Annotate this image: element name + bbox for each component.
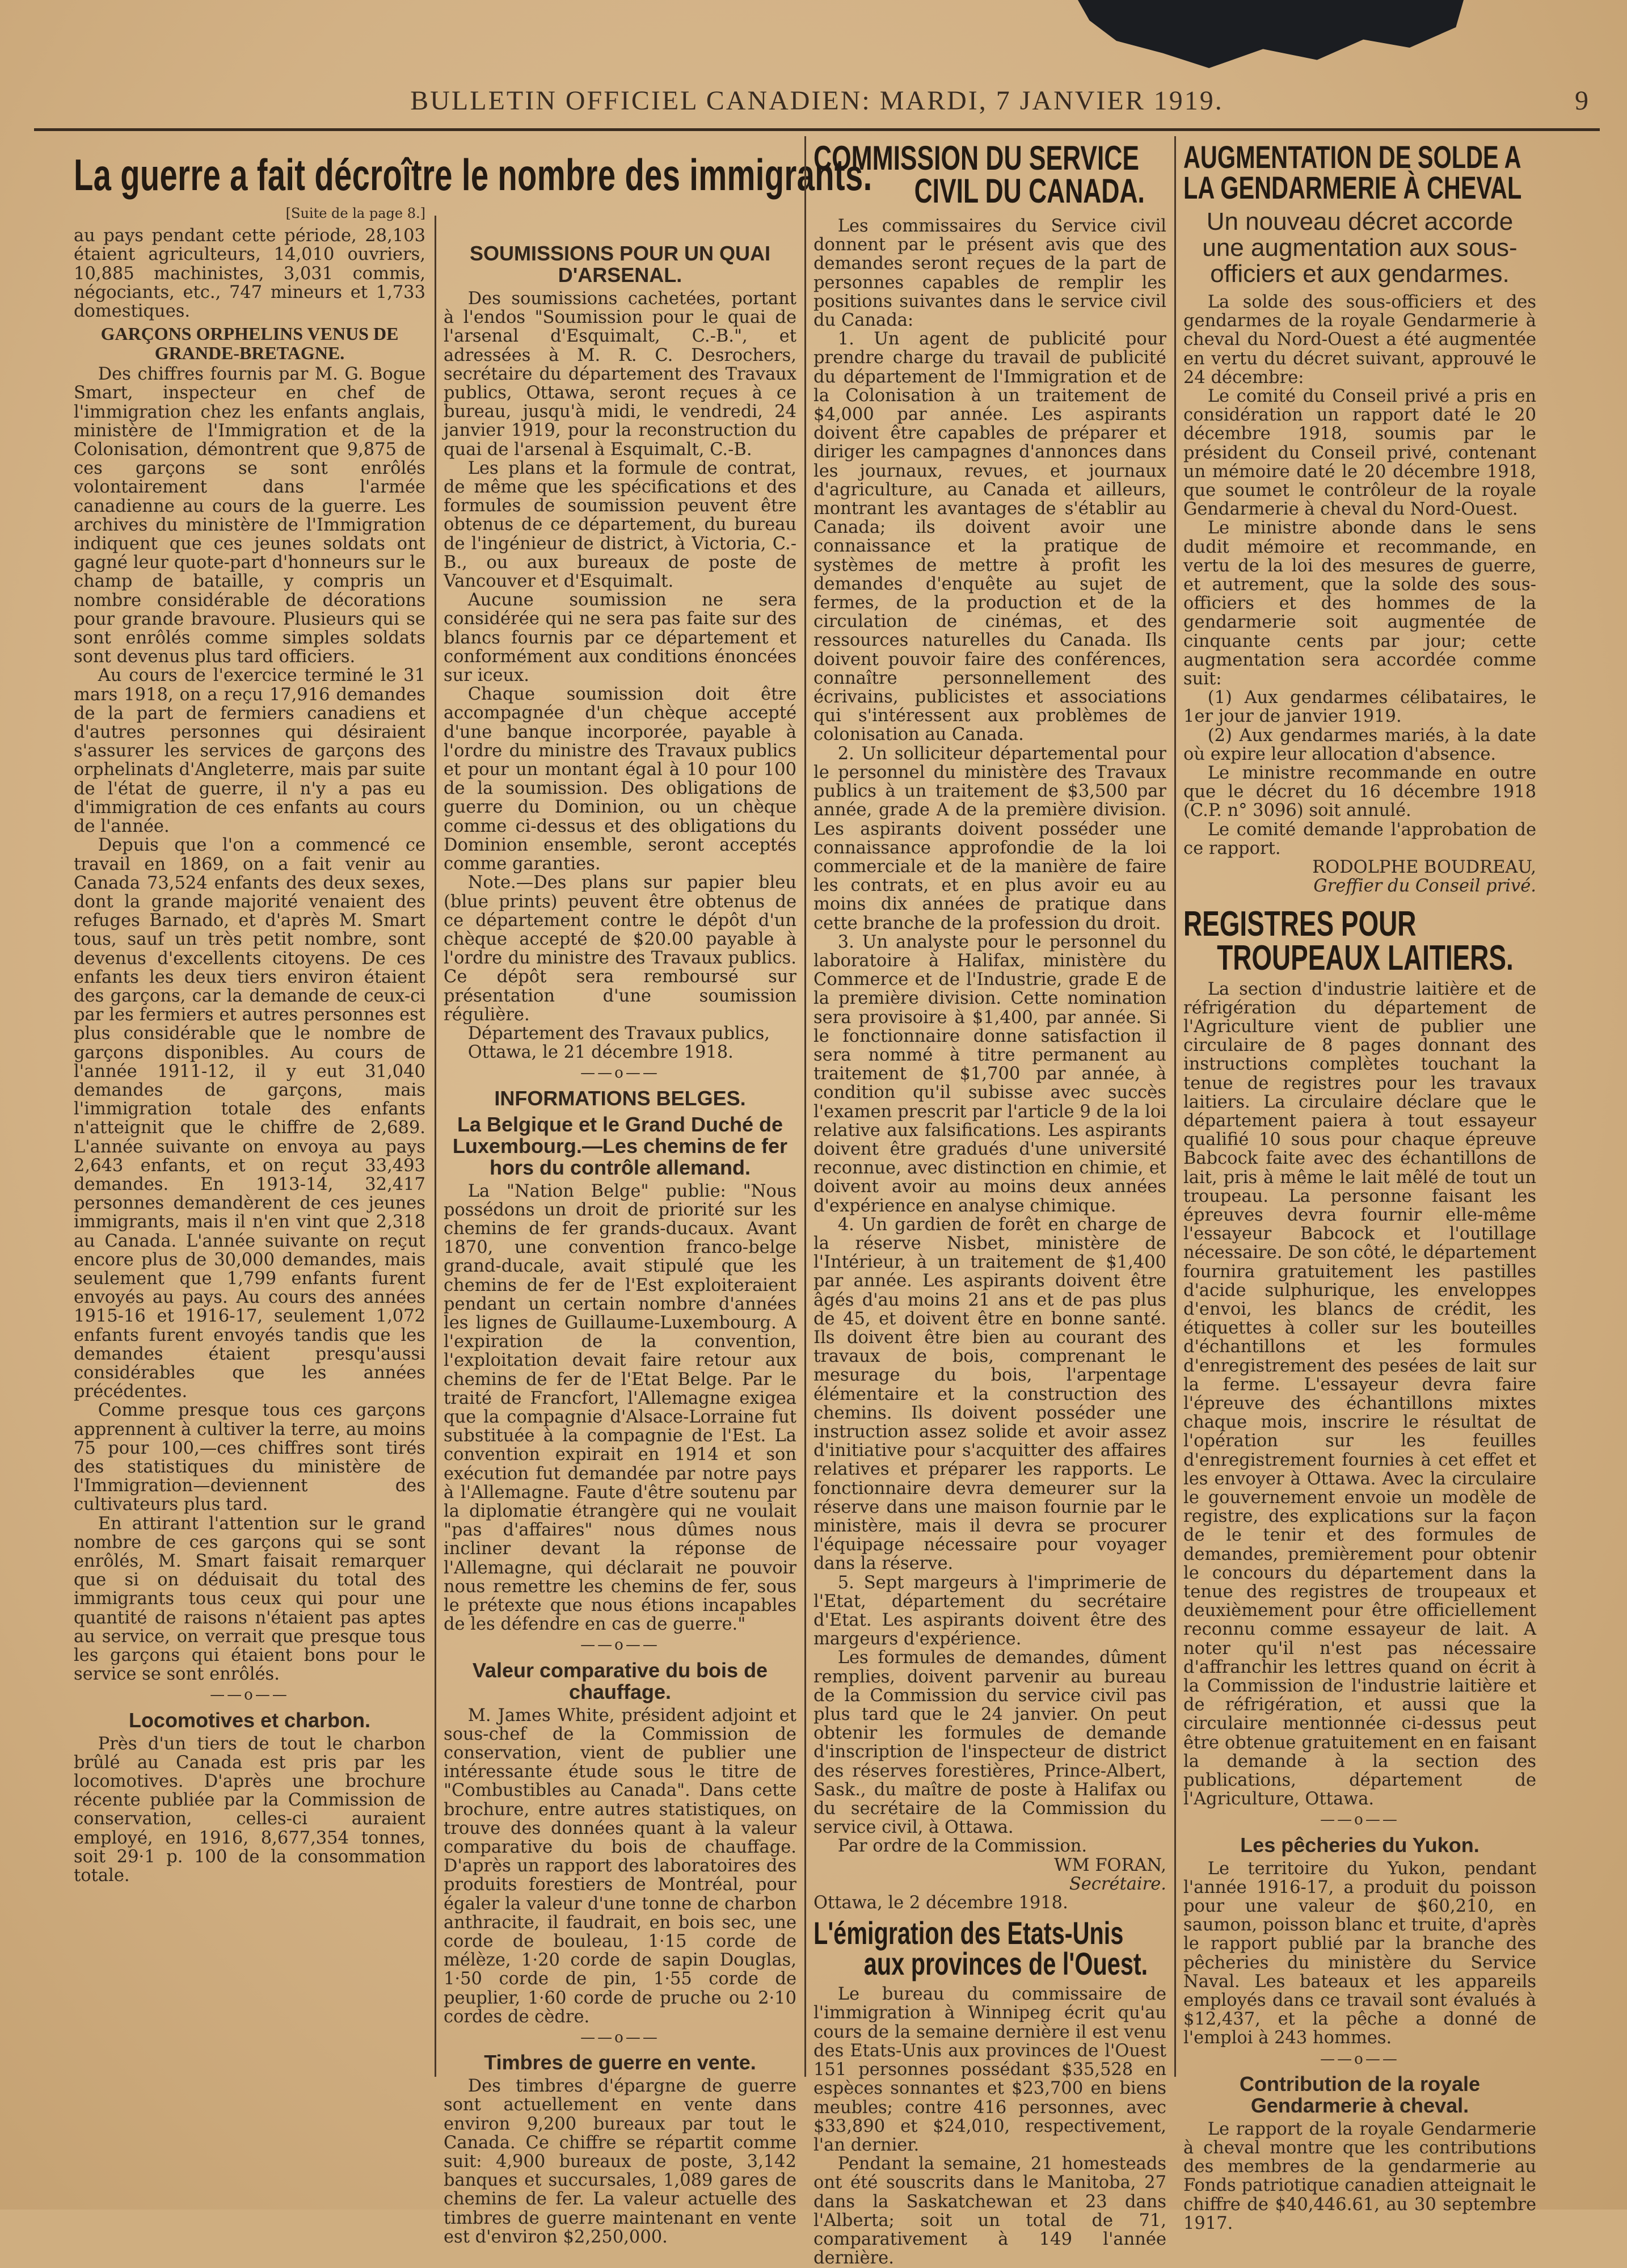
ornament: ——o——	[580, 1636, 660, 1654]
column-1	[74, 204, 425, 2071]
solde-p1: La solde des sous-officiers et des gendarmes de la royale Gendarmerie à cheval du Nord-Ouest a été augmentée en vertu du décret suivant, approuvé le 24 décembre:	[1183, 292, 1536, 388]
quai-signature-2: Ottawa, le 21 décembre 1918.	[467, 1042, 734, 1063]
column-2	[444, 238, 796, 2247]
solde-headline-line2: LA GENDARMERIE À CHEVAL	[1183, 170, 1522, 205]
orphans-subhead: GARÇONS ORPHELINS VENUS DE GRANDE-BRETAGNE.	[100, 323, 399, 364]
solde-signature-1: RODOLPHE BOUDREAU,	[1312, 857, 1536, 878]
belges-subhead: La Belgique et le Grand Duché de Luxembourg.—Les chemins de fer hors du contrôle allemand.	[452, 1112, 788, 1179]
quai-p5: Note.—Des plans sur papier bleu (blue prints) peuvent être obtenus de ce département contre le dépôt d'un chèque accepté de $20.00 payable à l'ordre du ministre des Travaux publics. Ce dépôt sera remboursé sur présentation d'une soumission régulière.	[444, 873, 796, 1025]
registres-p1: La section d'industrie laitière et de réfrigération du département de l'Agriculture vient de publier une circulaire de 8 pages donnant des instructions complètes touchant la tenue de registres pour les travaux laitiers. La circulaire déclare que le département paiera à tout essayeur qualifié 10 sous pour chaque épreuve Babcock faite avec des échantillons de lait, pris à même le lait mêlé de tout un troupeau. La personne faisant les épreuves devra fournir elle-même l'essayeur Babcock et l'outillage nécessaire. De son côté, le département fournira gratuitement les pastilles d'acide sulphurique, les enveloppes d'envoi, les blancs de crédit, les étiquettes à coller sur les bouteilles d'échantillons et les formules d'enregistrement des pesées de lait sur la ferme. L'essayeur devra faire l'épreuve des échantillons mixtes chaque mois, inscrire le résultat de l'opération sur les feuilles d'enregistrement fournies à cet effet et les envoyer à Ottawa. Avec la circulaire le gouvernement envoie un modèle de registre, des explications sur la façon de le tenir et des formules de demandes, premièrement pour obtenir le concours du département dans la tenue des registres de troupeaux et deuxièmement pour être officiellement reconnu comme essayeur de lait. A noter qu'il n'est pas nécessaire d'affranchir les lettres quand on écrit à la Commission de l'industrie laitière et de réfrigération, et aussi que la circulaire mentionnée ci-dessus peut être obtenue gratuitement en en faisant la demande à la section des publications, département de l'Agriculture, Ottawa.	[1183, 979, 1536, 1810]
commission-headline-line2: CIVIL DU CANADA.	[914, 172, 1145, 210]
headline-immigrants: La guerre a fait décroître le nombre des immigrants.	[74, 150, 872, 200]
emigration-headline-line1: L'émigration des Etats-Unis	[814, 1915, 1124, 1951]
yukon-p1: Le territoire du Yukon, pendant l'année 1916-17, a produit du poisson pour une valeur de $60,210, en saumon, poisson blanc et truite, d'après le rapport publié par la branche des pêcheries du ministère du Service Naval. Les bateaux et les appareils employés dans ce travail sont évalués à $12,437, et la pêche a donné de l'emploi à 243 hommes.	[1183, 1858, 1536, 2048]
column-4	[1183, 139, 1536, 2233]
solde-headline-line1: AUGMENTATION DE SOLDE A	[1183, 139, 1521, 175]
ornament: ——o——	[580, 1064, 660, 1082]
commission-p4: 3. Un analyste pour le personnel du laboratoire à Halifax, ministère du Commerce et de l'Industrie, grade E de la première division. Cette nomination sera provisoire à $1,400, par année. Si le fonctionnaire donne satisfaction il sera nommé à titre permanent au traitement de $1,700 par année, à condition qu'il subisse avec succès l'examen prescrit par l'article 9 de la loi relative aux falsifications. Les aspirants doivent être gradués d'une université reconnue, avec distinction en chimie, et doivent avoir au moins deux années d'expérience en analyse chimique.	[814, 932, 1166, 1216]
ornament: ——o——	[1320, 1811, 1400, 1829]
registres-headline	[1183, 904, 1514, 978]
emigration-p2: Pendant la semaine, 21 homesteads ont été souscrits dans le Manitoba, 27 dans la Saskatchewan et 23 dans l'Alberta; soit un total de 71, comparativement à 149 l'année dernière.	[814, 2154, 1166, 2268]
emigration-headline-line2: aux provinces de l'Ouest.	[863, 1946, 1148, 1982]
contribution-headline: Contribution de la royale Gendarmerie à cheval.	[1239, 2072, 1481, 2117]
ornament: ——o——	[1320, 2050, 1400, 2068]
commission-p2: 1. Un agent de publicité pour prendre charge du travail de publicité du département de l'Immigration et de la Colonisation à un traitement de $4,000 par année. Les aspirants doivent être capables de préparer et diriger les campagnes d'annonces dans les journaux, revues, et journaux d'agriculture, au Canada et ailleurs, montrant les avantages de s'établir au Canada; ils doivent avoir une connaissance et la pratique de systèmes de mettre à profit les demandes d'enquête au sujet de fermes, de la production et de la circulation de cinémas, et des ressources naturelles du Canada. Ils doivent pouvoir faire des conférences, connaître personnellement des écrivains, publicistes et associations qui s'intéressent aux problèmes de colonisation au Canada.	[814, 329, 1166, 745]
commission-p3: 2. Un solliciteur départemental pour le personnel du ministère des Travaux publics à un traitement de $3,500 par année, grade A de la première division. Les aspirants doivent posséder une connaissance approfondie de la loi commerciale et de la manière de faire les contrats, et en plus avoir eu au moins dix années de pratique dans cette branche de la profession du droit.	[814, 743, 1166, 933]
immigrants-p3: Au cours de l'exercice terminé le 31 mars 1918, on a reçu 17,916 demandes de la part de fermiers canadiens et d'autres personnes qui désiraient s'assurer les services de garçons des orphelinats d'Angleterre, mais par suite de l'état de guerre, il n'y a pas eu d'immigration de ces enfants au cours de l'année.	[74, 666, 425, 837]
header-rule	[34, 128, 1600, 131]
commission-signature-2: WM FORAN,	[1054, 1855, 1166, 1875]
commission-p5: 4. Un gardien de forêt en charge de la réserve Nisbet, ministère de l'Intérieur, à un traitement de $1,400 par année. Les aspirants doivent être âgés d'au moins 21 ans et de pas plus de 45, et doivent être en bonne santé. Ils doivent être bien au courant des travaux de bois, comprenant le mesurage du bois, l'arpentage élémentaire et la construction des chemins. Ils doivent posséder une instruction assez solide et avoir assez d'initiative pour s'acquitter des affaires relatives et préparer les rapports. Le fonctionnaire devra demeurer sur la réserve dans une maison fournie par le ministère, mais il devra se procurer l'équipage nécessaire pour voyager dans la réserve.	[814, 1214, 1166, 1574]
commission-p6: 5. Sept margeurs à l'imprimerie de l'Etat, département du secrétaire d'Etat. Les aspirants doivent être des margeurs d'expérience.	[814, 1572, 1166, 1650]
solde-p7: Le comité demande l'approbation de ce rapport.	[1183, 819, 1536, 859]
ornament: ——o——	[210, 1686, 289, 1704]
emigration-p1: Le bureau du commissaire de l'immigration à Winnipeg écrit qu'au cours de la semaine dernière il est venu des Etats-Unis aux provinces de l'Ouest 151 personnes possédant $35,528 en espèces sonnantes et $23,700 en biens meubles; contre 416 personnes, avec $33,890 et $24,010, respectivement, l'an dernier.	[814, 1984, 1166, 2155]
timbres-headline: Timbres de guerre en vente.	[484, 2051, 756, 2075]
commission-signature-3: Secrétaire.	[1069, 1874, 1166, 1894]
registres-headline-line2: TROUPEAUX LAITIERS.	[1217, 938, 1514, 978]
commission-p1: Les commissaires du Service civil donnent par le présent avis que des demandes seront reçues de la part de personnes capables de remplir les positions suivantes dans le service civil du Canada:	[814, 216, 1166, 331]
column-divider	[1174, 136, 1176, 2077]
quai-p3: Aucune soumission ne sera considérée qui ne sera pas faite sur des blancs fournis par ce département et conformément aux conditions énoncées sur iceux.	[444, 590, 796, 686]
solde-deck: Un nouveau décret accorde une augmentation aux sous-officiers et aux gendarmes.	[1202, 208, 1518, 288]
belges-headline: INFORMATIONS BELGES.	[494, 1086, 746, 1110]
immigrants-p2: Des chiffres fournis par M. G. Bogue Smart, inspecteur en chef de l'immigration chez les enfants anglais, ministère de l'Immigration et de la Colonisation, démontrent que 9,875 de ces garçons se sont enrôlés volontairement dans l'armée canadienne au cours de la guerre. Les archives du ministère de l'Immigration indiquent que ces jeunes soldats ont gagné leur quote-part d'honneurs sur le champ de bataille, y compris un nombre considérable de décorations pour grande bravoure. Plusieurs qui se sont enrôlés comme simples soldats sont devenus plus tard officiers.	[74, 364, 425, 667]
continued-note: [Suite de la page 8.]	[285, 205, 425, 221]
commission-headline	[814, 139, 1145, 210]
solde-p2: Le comité du Conseil privé a pris en considération un rapport daté le 20 décembre 1918, soumis par le président du Conseil privé, contenant un mémoire daté le 20 décembre 1918, que soumet le contrôleur de la royale Gendarmerie à cheval du Nord-Ouest.	[1183, 386, 1536, 520]
contribution-p1: Le rapport de la royale Gendarmerie à cheval montre que les contributions des membres de la gendarmerie au Fonds patriotique canadien atteignait le chiffre de $40,446.61, au 30 septembre 1917.	[1183, 2119, 1536, 2233]
immigrants-p1: au pays pendant cette période, 28,103 étaient agriculteurs, 14,010 ouvriers, 10,885 machinistes, 3,031 commis, négociants, etc., 747 mineurs et 1,733 domestiques.	[74, 226, 425, 322]
bois-p1: M. James White, président adjoint et sous-chef de la Commission de conservation, vient de publier une intéressante étude sous le titre de "Combustibles au Canada". Dans cette brochure, entre autres statistiques, on trouve des données quant à la valeur comparative du bois de chauffage. D'après un rapport des laboratoires des produits forestiers de Montréal, pour égaler la valeur d'une tonne de charbon anthracite, il faudrait, en bois sec, une corde de bouleau, 1·15 corde de mélèze, 1·20 corde de sapin Douglas, 1·50 corde de pin, 1·55 corde de peuplier, 1·60 corde de pruche ou 2·10 cordes de cèdre.	[444, 1705, 796, 2027]
immigrants-p4: Depuis que l'on a commencé ce travail en 1869, on a fait venir au Canada 73,524 enfants des deux sexes, dont la grande majorité venaient des refuges Barnado, et d'après M. Smart tous, sauf un très petit nombre, sont devenus d'excellents citoyens. De ces enfants les deux tiers environ étaient des garçons, car la demande de ceux-ci par les fermiers et autres personnes est plus considérable que le nombre de garçons disponibles. Au cours de l'année 1911-12, il y eut 31,040 demandes de garçons, mais l'immigration totale des enfants n'atteignit que le chiffre de 2,689. L'année suivante on envoya au pays 2,643 enfants, et on reçut 33,493 demandes. En 1913-14, 32,417 personnes demandèrent de ces jeunes immigrants, mais il n'en vint que 2,318 au Canada. L'année suivante on reçut encore plus de 30,000 demandes, mais seulement que 1,799 enfants furent envoyés au pays. Au cours des années 1915-16 et 1916-17, seulement 1,072 enfants furent envoyés tandis que les demandes étaient presqu'aussi considérables que les années précédentes.	[74, 835, 425, 1402]
locomotives-headline: Locomotives et charbon.	[128, 1708, 371, 1732]
solde-p4: (1) Aux gendarmes célibataires, le 1er jour de janvier 1919.	[1183, 688, 1536, 727]
registres-headline-line1: REGISTRES POUR	[1183, 904, 1417, 944]
solde-headline	[1183, 139, 1522, 205]
locomotives-p1: Près d'un tiers de tout le charbon brûlé au Canada est pris par les locomotives. D'après une brochure récente publiée par la Commission de conservation, celles-ci auraient employé, en 1916, 8,677,354 tonnes, soit 29·1 p. 100 de la consommation totale.	[74, 1733, 425, 1886]
commission-p7: Les formules de demandes, dûment remplies, doivent parvenir au bureau de la Commission du service civil pas plus tard que le 24 janvier. On peut obtenir les formules de demande d'inscription de l'inspecteur de district des réserves forestières, Prince-Albert, Sask., du maître de poste à Halifax ou du secrétaire de la Commission du service civil, à Ottawa.	[814, 1648, 1166, 1838]
page-header	[45, 85, 1588, 131]
ornament: ——o——	[580, 2029, 660, 2047]
belges-p1: La "Nation Belge" publie: "Nous possédons un droit de priorité sur les chemins de fer grands-ducaux. Avant 1870, une convention franco-belge grand-ducale, avait stipulé que les chemins de fer de l'Est exploiteraient pendant un certain nombre d'années les lignes de Guillaume-Luxembourg. A l'expiration de la convention, l'exploitation devait faire retour aux chemins de fer de l'Etat Belge. Par le traité de Francfort, l'Allemagne exigea que la compagnie d'Alsace-Lorraine fut substituée à la compagnie de l'Est. La convention expirait en 1914 et son exécution fut demandée par notre pays à l'Allemagne. Faute d'être soutenu par la diplomatie étrangère qui ne voulait "pas d'affaires" nous dûmes nous incliner devant la réponse de l'Allemagne, qui déclarait ne pouvoir nous remettre les chemins de fer, sous le prétexte que nous étions incapables de les défendre en cas de guerre."	[444, 1181, 796, 1635]
immigrants-p6: En attirant l'attention sur le grand nombre de ces garçons qui se sont enrôlés, M. Smart faisait remarquer que si on déduisait du total des immigrants tous ceux qui pour une quantité de raisons n'étaient pas aptes au service, on verrait que presque tous les garçons qui étaient bons pour le service se sont enrôlés.	[74, 1513, 425, 1685]
headline-immigrants-block	[74, 149, 872, 211]
page-number: 9	[1575, 86, 1588, 116]
quai-headline: SOUMISSIONS POUR UN QUAI D'ARSENAL.	[469, 242, 771, 287]
timbres-p1: Des timbres d'épargne de guerre sont actuellement en vente dans environ 9,200 bureaux par tout le Canada. Ce chiffre se répartit comme suit: 4,900 bureaux de poste, 3,142 banques et succursales, 1,089 gares de chemins de fer. La valeur actuelle des timbres de guerre maintenant en vente est d'environ $2,250,000.	[444, 2076, 796, 2247]
quai-p4: Chaque soumission doit être accompagnée d'un chèque accepté d'une banque incorporée, payable à l'ordre du ministre des Travaux publics et pour un montant égal à 10 pour 100 de la soumission. Des obligations de guerre du Dominion, ou un chèque comme ci-dessus et des obligations du Dominion ensemble, seront acceptés comme garanties.	[444, 684, 796, 874]
column-divider	[804, 136, 806, 2077]
page-header-title: BULLETIN OFFICIEL CANADIEN: MARDI, 7 JANVIER 1919.	[410, 86, 1224, 116]
commission-headline-line1: COMMISSION DU SERVICE	[814, 139, 1139, 177]
solde-p6: Le ministre recommande en outre que le décret du 16 décembre 1918 (C.P. n° 3096) soit annulé.	[1183, 763, 1536, 821]
torn-corner	[1078, 0, 1464, 68]
solde-p5: (2) Aux gendarmes mariés, à la date où expire leur allocation d'absence.	[1183, 725, 1536, 764]
solde-p3: Le ministre abonde dans le sens dudit mémoire et recommande, en vertu de la loi des mesures de guerre, et autrement, que la solde des sous-officiers et des hommes de la gendarmerie soit augmentée de cinquante cents par jour; cette augmentation sera accordée comme suit:	[1183, 518, 1536, 689]
quai-p1: Des soumissions cachetées, portant à l'endos "Soumission pour le quai de l'arsenal d'Esquimalt, C.-B.", et adressées à M. R. C. Desrochers, secrétaire du département des Travaux publics, Ottawa, seront reçues à ce bureau, jusqu'à midi, le vendredi, 24 janvier 1919, pour la reconstruction du quai de l'arsenal à Esquimalt, C.-B.	[444, 289, 796, 460]
commission-dateline: Ottawa, le 2 décembre 1918.	[814, 1893, 1068, 1913]
quai-signature-1: Département des Travaux publics,	[467, 1023, 770, 1043]
yukon-headline: Les pêcheries du Yukon.	[1240, 1833, 1480, 1857]
quai-p2: Les plans et la formule de contrat, de même que les spécifications et des formules de soumission peuvent être obtenus de ce département, du bureau de l'ingénieur de district, à Victoria, C.-B., ou aux bureaux de poste de Vancouver et d'Esquimalt.	[444, 458, 796, 592]
column-divider	[435, 216, 436, 2077]
solde-signature-2: Greffier du Conseil privé.	[1313, 876, 1536, 897]
column-3	[814, 139, 1166, 2268]
bois-headline: Valeur comparative du bois de chauffage.	[472, 1658, 768, 1703]
emigration-headline	[814, 1915, 1148, 1982]
commission-signature-1: Par ordre de la Commission.	[837, 1836, 1088, 1857]
immigrants-p5: Comme presque tous ces garçons apprennent à cultiver la terre, au moins 75 pour 100,—ces chiffres sont tirés des statistiques du ministère de l'Immigration—deviennent des cultivateurs plus tard.	[74, 1400, 425, 1515]
